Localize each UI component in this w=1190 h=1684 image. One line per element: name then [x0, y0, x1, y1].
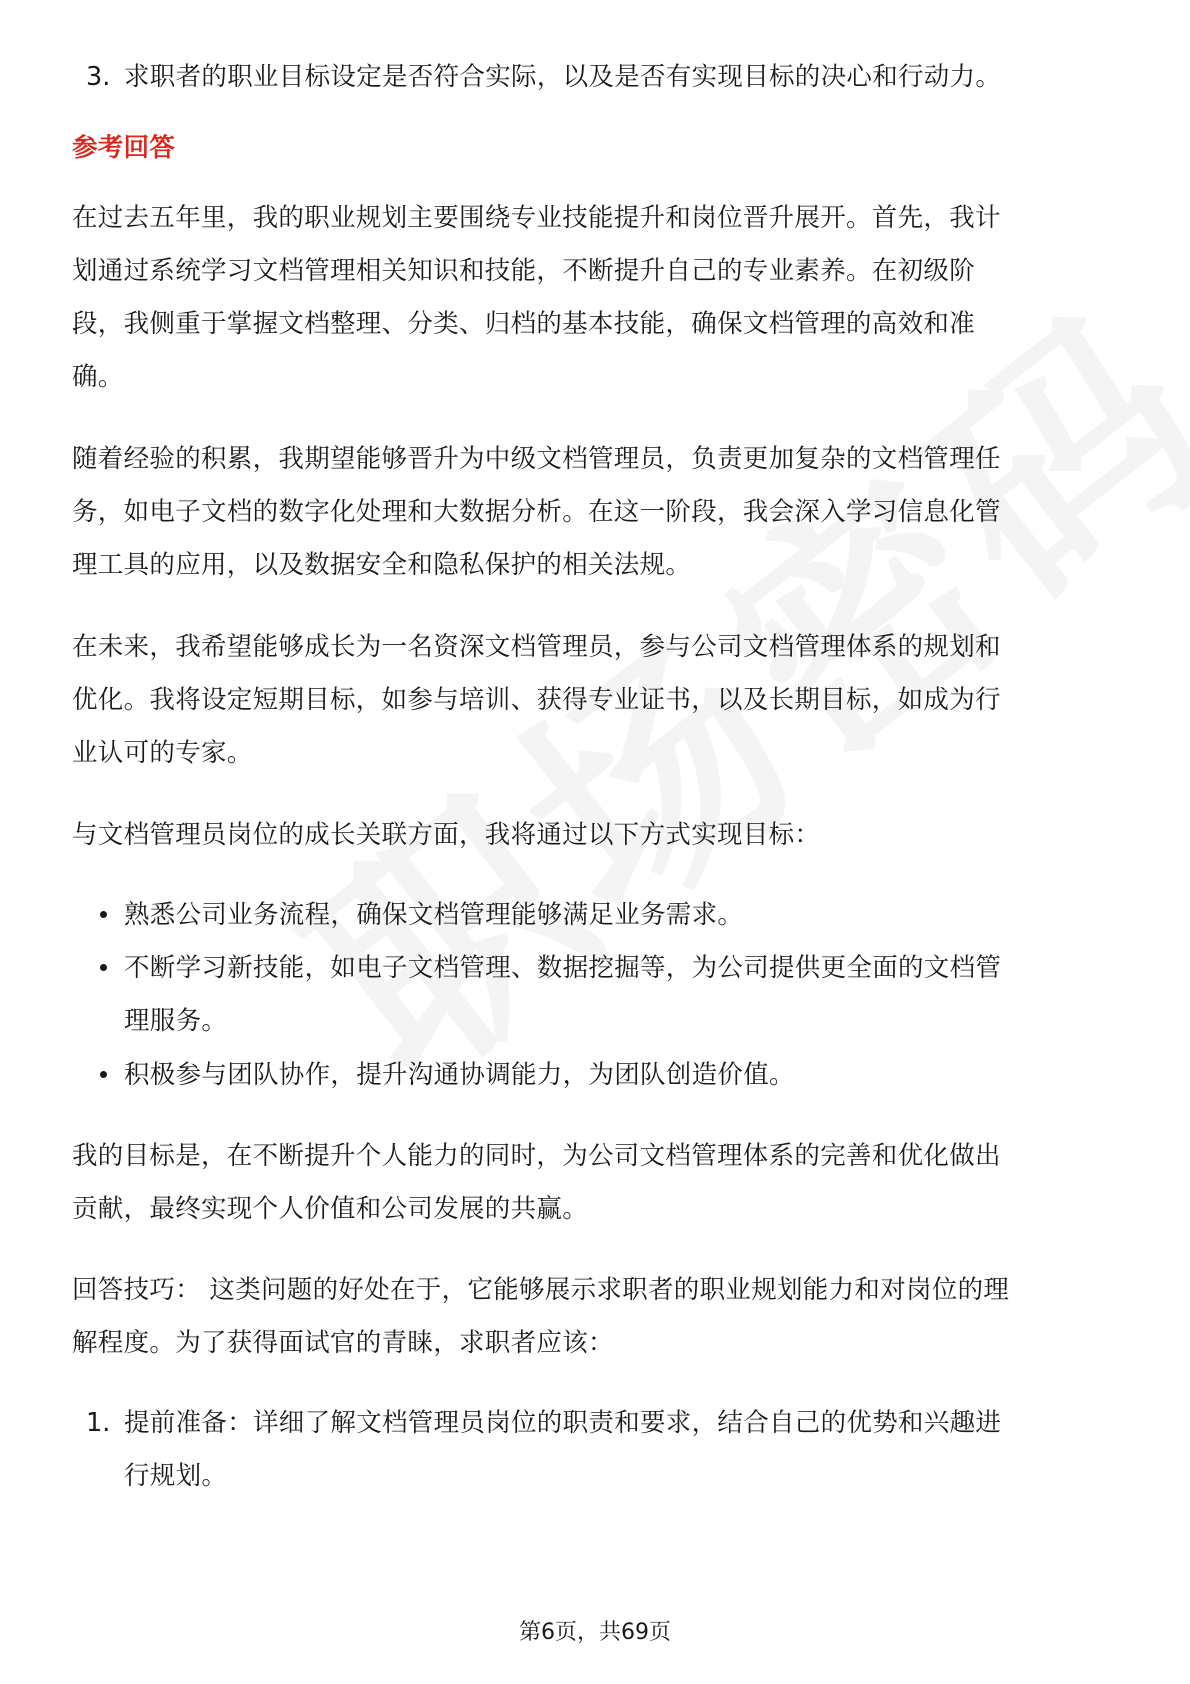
bullet-item-text: 积极参与团队协作，提升沟通协调能力，为团队创造价值。: [124, 1060, 795, 1090]
paragraph-line: 解程度。为了获得面试官的青睐，求职者应该：: [72, 1328, 614, 1358]
paragraph-line: 理工具的应用，以及数据安全和隐私保护的相关法规。: [72, 550, 692, 580]
bullet-icon: [100, 1071, 107, 1078]
paragraph-line: 段，我侧重于掌握文档整理、分类、归档的基本技能，确保文档管理的高效和准: [72, 309, 976, 339]
paragraph-line: 务，如电子文档的数字化处理和大数据分析。在这一阶段，我会深入学习信息化管: [72, 497, 1001, 527]
watermark: [230, 220, 1190, 1144]
section-heading: 参考回答: [72, 133, 176, 163]
bullet-icon: [100, 964, 107, 971]
paragraph-line: 在未来，我希望能够成长为一名资深文档管理员，参与公司文档管理体系的规划和: [72, 632, 1001, 662]
list-number: 3.: [86, 62, 111, 92]
list-item-text: 提前准备：详细了解文档管理员岗位的职责和要求，结合自己的优势和兴趣进: [124, 1408, 1002, 1438]
paragraph-line: 我的目标是，在不断提升个人能力的同时，为公司文档管理体系的完善和优化做出: [72, 1141, 1001, 1171]
list-number: 1.: [86, 1408, 111, 1438]
bullet-item-text: 熟悉公司业务流程，确保文档管理能够满足业务需求。: [124, 900, 744, 930]
paragraph-line: 贡献，最终实现个人价值和公司发展的共赢。: [72, 1194, 589, 1224]
list-item-text: 行规划。: [124, 1461, 228, 1491]
bullet-item-text: 理服务。: [124, 1006, 228, 1036]
paragraph-line: 回答技巧： 这类问题的好处在于，它能够展示求职者的职业规划能力和对岗位的理: [72, 1275, 1010, 1305]
bullet-item-text: 不断学习新技能，如电子文档管理、数据挖掘等，为公司提供更全面的文档管: [124, 953, 1002, 983]
list-item-text: 求职者的职业目标设定是否符合实际，以及是否有实现目标的决心和行动力。: [124, 62, 1002, 92]
paragraph-line: 业认可的专家。: [72, 738, 253, 768]
page-number-footer: 第6页，共69页: [519, 1620, 671, 1645]
paragraph-line: 优化。我将设定短期目标，如参与培训、获得专业证书，以及长期目标，如成为行: [72, 685, 1001, 715]
paragraph-line: 与文档管理员岗位的成长关联方面，我将通过以下方式实现目标：: [72, 820, 821, 850]
paragraph-line: 随着经验的积累，我期望能够晋升为中级文档管理员，负责更加复杂的文档管理任: [72, 444, 1001, 474]
bullet-icon: [100, 911, 107, 918]
paragraph-line: 确。: [72, 362, 124, 392]
paragraph-line: 划通过系统学习文档管理相关知识和技能，不断提升自己的专业素养。在初级阶: [72, 256, 976, 286]
paragraph-line: 在过去五年里，我的职业规划主要围绕专业技能提升和岗位晋升展开。首先，我计: [72, 203, 1001, 233]
